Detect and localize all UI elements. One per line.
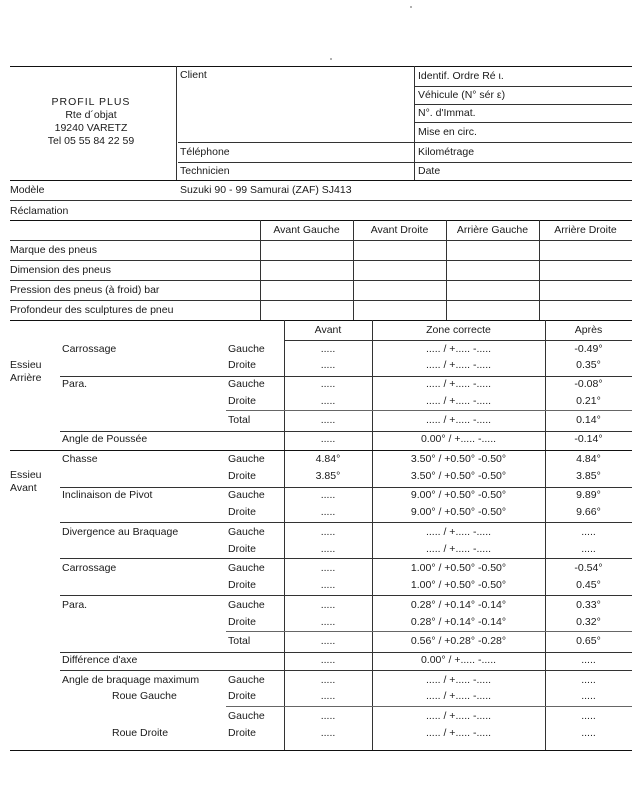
date-label: Date bbox=[418, 165, 441, 177]
modele-rule bbox=[10, 200, 632, 201]
measure-apres-value: 0.14° bbox=[576, 414, 601, 426]
header-divider bbox=[176, 66, 177, 180]
wheel-rule bbox=[226, 706, 632, 707]
measure-apres-value: -0.08° bbox=[574, 378, 603, 390]
measure-avant-value: ..... bbox=[320, 414, 336, 426]
measure-avant-value: ..... bbox=[320, 599, 336, 611]
group-rule bbox=[60, 670, 632, 671]
measure-side-label: Droite bbox=[228, 470, 257, 482]
measure-side-label: Gauche bbox=[228, 343, 265, 355]
measure-group-label: Roue Gauche bbox=[112, 690, 177, 702]
header-divider bbox=[414, 66, 415, 180]
measure-avant-value: ..... bbox=[320, 674, 336, 686]
measure-side-label: Gauche bbox=[228, 710, 265, 722]
header-top-rule bbox=[10, 66, 632, 67]
group-rule bbox=[60, 522, 632, 523]
measure-group-label: Différence d'axe bbox=[62, 654, 138, 666]
tires-row-label: Marque des pneus bbox=[10, 244, 97, 256]
axle-divider-rule bbox=[10, 450, 632, 451]
total-rule bbox=[226, 410, 632, 411]
measures-header-zone: Zone correcte bbox=[426, 324, 491, 336]
measure-avant-value: ..... bbox=[320, 489, 336, 501]
axle-label-rear: Arrière bbox=[10, 372, 42, 384]
measures-header-rule bbox=[284, 340, 632, 341]
measure-apres-value: 0.32° bbox=[576, 616, 601, 628]
measures-header-apres: Après bbox=[574, 324, 603, 336]
measure-side-label: Total bbox=[228, 414, 251, 426]
modele-value: Suzuki 90 - 99 Samurai (ZAF) SJ413 bbox=[180, 184, 352, 196]
measure-apres-value: 0.45° bbox=[576, 579, 601, 591]
measure-apres-value: ..... bbox=[581, 710, 596, 722]
group-rule bbox=[60, 487, 632, 488]
measure-side-label: Droite bbox=[228, 359, 257, 371]
company-city: 19240 VARETZ bbox=[54, 122, 128, 134]
modele-label: Modèle bbox=[10, 184, 45, 196]
axle-label-front: Essieu bbox=[10, 469, 42, 481]
measure-avant-value: ..... bbox=[320, 710, 336, 722]
tires-header-avant-droite: Avant Droite bbox=[370, 224, 429, 236]
measure-avant-value: ..... bbox=[320, 727, 336, 739]
measure-zone-value: ..... / +..... -..... bbox=[425, 395, 492, 407]
measure-side-label: Gauche bbox=[228, 378, 265, 390]
measure-zone-value: 0.28° / +0.14° -0.14° bbox=[410, 616, 507, 628]
measure-zone-value: 3.50° / +0.50° -0.50° bbox=[410, 470, 507, 482]
technicien-label: Technicien bbox=[180, 165, 230, 177]
measure-side-label: Droite bbox=[228, 727, 257, 739]
measure-group-label: Angle de Poussée bbox=[62, 433, 148, 445]
scan-speck bbox=[410, 6, 412, 8]
measure-zone-value: ..... / +..... -..... bbox=[425, 378, 492, 390]
measure-zone-value: 0.28° / +0.14° -0.14° bbox=[410, 599, 507, 611]
tires-header-arriere-gauche: Arrière Gauche bbox=[456, 224, 529, 236]
measure-zone-value: ..... / +..... -..... bbox=[425, 343, 492, 355]
measure-apres-value: 0.65° bbox=[576, 635, 601, 647]
measure-group-label: Carrossage bbox=[62, 562, 117, 574]
measure-zone-value: 3.50° / +0.50° -0.50° bbox=[410, 453, 507, 465]
measure-group-label: Para. bbox=[62, 599, 88, 611]
identif-label: Identif. Ordre Ré ι. bbox=[418, 70, 504, 82]
measure-zone-value: ..... / +..... -..... bbox=[425, 674, 492, 686]
measure-avant-value: ..... bbox=[320, 433, 336, 445]
tires-bottom-rule bbox=[10, 320, 632, 321]
group-rule bbox=[60, 652, 632, 653]
measure-zone-value: ..... / +..... -..... bbox=[425, 543, 492, 555]
measure-avant-value: ..... bbox=[320, 616, 336, 628]
axle-label-front: Avant bbox=[10, 482, 37, 494]
kilometrage-label: Kilométrage bbox=[418, 146, 475, 158]
measure-side-label: Gauche bbox=[228, 526, 265, 538]
measure-avant-value: ..... bbox=[320, 506, 336, 518]
measure-avant-value: ..... bbox=[320, 543, 336, 555]
measure-group-label: Chasse bbox=[62, 453, 98, 465]
measure-zone-value: ..... / +..... -..... bbox=[425, 414, 492, 426]
telephone-label: Téléphone bbox=[180, 146, 230, 158]
measure-avant-value: ..... bbox=[320, 635, 336, 647]
company-street: Rte d´objat bbox=[65, 109, 117, 121]
measure-zone-value: 1.00° / +0.50° -0.50° bbox=[410, 562, 507, 574]
mise-en-circ-label: Mise en circ. bbox=[418, 126, 477, 138]
company-phone: Tel 05 55 84 22 59 bbox=[47, 135, 135, 147]
measure-side-label: Droite bbox=[228, 579, 257, 591]
header-rule bbox=[178, 142, 632, 143]
header-rule bbox=[415, 122, 632, 123]
measure-zone-value: ..... / +..... -..... bbox=[425, 710, 492, 722]
measure-side-label: Gauche bbox=[228, 489, 265, 501]
header-rule bbox=[178, 162, 632, 163]
measure-apres-value: ..... bbox=[581, 526, 596, 538]
reclamation-label: Réclamation bbox=[10, 205, 69, 217]
measure-apres-value: 4.84° bbox=[576, 453, 601, 465]
measure-zone-value: 9.00° / +0.50° -0.50° bbox=[410, 506, 507, 518]
measure-group-label: Para. bbox=[62, 378, 88, 390]
measure-side-label: Droite bbox=[228, 506, 257, 518]
measure-avant-value: ..... bbox=[320, 579, 336, 591]
measure-group-label: Divergence au Braquage bbox=[62, 526, 179, 538]
measure-side-label: Gauche bbox=[228, 599, 265, 611]
measure-avant-value: ..... bbox=[320, 359, 336, 371]
tires-header-avant-gauche: Avant Gauche bbox=[273, 224, 340, 236]
measure-avant-value: ..... bbox=[320, 526, 336, 538]
measure-side-label: Gauche bbox=[228, 453, 265, 465]
measure-apres-value: 3.85° bbox=[576, 470, 601, 482]
measure-side-label: Gauche bbox=[228, 674, 265, 686]
tires-row-label: Profondeur des sculptures de pneu bbox=[10, 304, 174, 316]
measure-side-label: Gauche bbox=[228, 562, 265, 574]
measure-zone-value: 0.56° / +0.28° -0.28° bbox=[410, 635, 507, 647]
group-rule bbox=[60, 431, 632, 432]
measure-apres-value: 0.21° bbox=[576, 395, 601, 407]
measure-avant-value: ..... bbox=[320, 378, 336, 390]
measure-avant-value: 4.84° bbox=[315, 453, 341, 465]
measure-avant-value: 3.85° bbox=[315, 470, 341, 482]
measure-zone-value: ..... / +..... -..... bbox=[425, 359, 492, 371]
immat-label: N°. d'Immat. bbox=[418, 107, 476, 119]
vehicule-label: Véhicule (N° sér ε) bbox=[418, 89, 506, 101]
measure-side-label: Droite bbox=[228, 690, 257, 702]
measure-apres-value: 0.35° bbox=[576, 359, 601, 371]
measure-avant-value: ..... bbox=[320, 654, 336, 666]
measure-apres-value: ..... bbox=[581, 543, 596, 555]
measure-apres-value: -0.14° bbox=[574, 433, 603, 445]
measure-avant-value: ..... bbox=[320, 343, 336, 355]
measure-apres-value: ..... bbox=[581, 727, 596, 739]
tires-row-label: Dimension des pneus bbox=[10, 264, 111, 276]
tires-header-arriere-droite: Arrière Droite bbox=[554, 224, 617, 236]
measure-apres-value: 0.33° bbox=[576, 599, 601, 611]
measure-zone-value: ..... / +..... -..... bbox=[425, 526, 492, 538]
measure-side-label: Droite bbox=[228, 543, 257, 555]
tires-row-label: Pression des pneus (à froid) bar bbox=[10, 284, 160, 296]
group-rule bbox=[60, 595, 632, 596]
measure-group-label: Angle de braquage maximum bbox=[62, 674, 200, 686]
company-name: PROFIL PLUS bbox=[51, 96, 131, 108]
measure-group-label: Carrossage bbox=[62, 343, 117, 355]
group-rule bbox=[60, 558, 632, 559]
measures-bottom-rule bbox=[10, 750, 632, 751]
client-label: Client bbox=[180, 69, 207, 81]
measure-avant-value: ..... bbox=[320, 562, 336, 574]
measure-apres-value: -0.49° bbox=[574, 343, 603, 355]
measure-apres-value: 9.66° bbox=[576, 506, 601, 518]
header-rule bbox=[415, 86, 632, 87]
measure-group-label: Roue Droite bbox=[112, 727, 169, 739]
measure-apres-value: -0.54° bbox=[574, 562, 603, 574]
measure-avant-value: ..... bbox=[320, 395, 336, 407]
measure-zone-value: ..... / +..... -..... bbox=[425, 690, 492, 702]
measure-zone-value: 9.00° / +0.50° -0.50° bbox=[410, 489, 507, 501]
total-rule bbox=[226, 631, 632, 632]
header-bottom-rule bbox=[10, 180, 632, 181]
axle-label-rear: Essieu bbox=[10, 359, 42, 371]
measure-side-label: Droite bbox=[228, 395, 257, 407]
measure-avant-value: ..... bbox=[320, 690, 336, 702]
measure-zone-value: ..... / +..... -..... bbox=[425, 727, 492, 739]
measure-apres-value: ..... bbox=[581, 674, 596, 686]
measure-zone-value: 0.00° / +..... -..... bbox=[420, 433, 497, 445]
measure-group-label: Inclinaison de Pivot bbox=[62, 489, 153, 501]
measures-header-avant: Avant bbox=[314, 324, 342, 336]
header-rule bbox=[415, 104, 632, 105]
measure-apres-value: ..... bbox=[581, 690, 596, 702]
measure-side-label: Total bbox=[228, 635, 251, 647]
measure-apres-value: 9.89° bbox=[576, 489, 601, 501]
measure-zone-value: 0.00° / +..... -..... bbox=[420, 654, 497, 666]
group-rule bbox=[60, 376, 632, 377]
measure-zone-value: 1.00° / +0.50° -0.50° bbox=[410, 579, 507, 591]
measure-side-label: Droite bbox=[228, 616, 257, 628]
measure-apres-value: ..... bbox=[581, 654, 596, 666]
scan-speck bbox=[330, 58, 332, 60]
